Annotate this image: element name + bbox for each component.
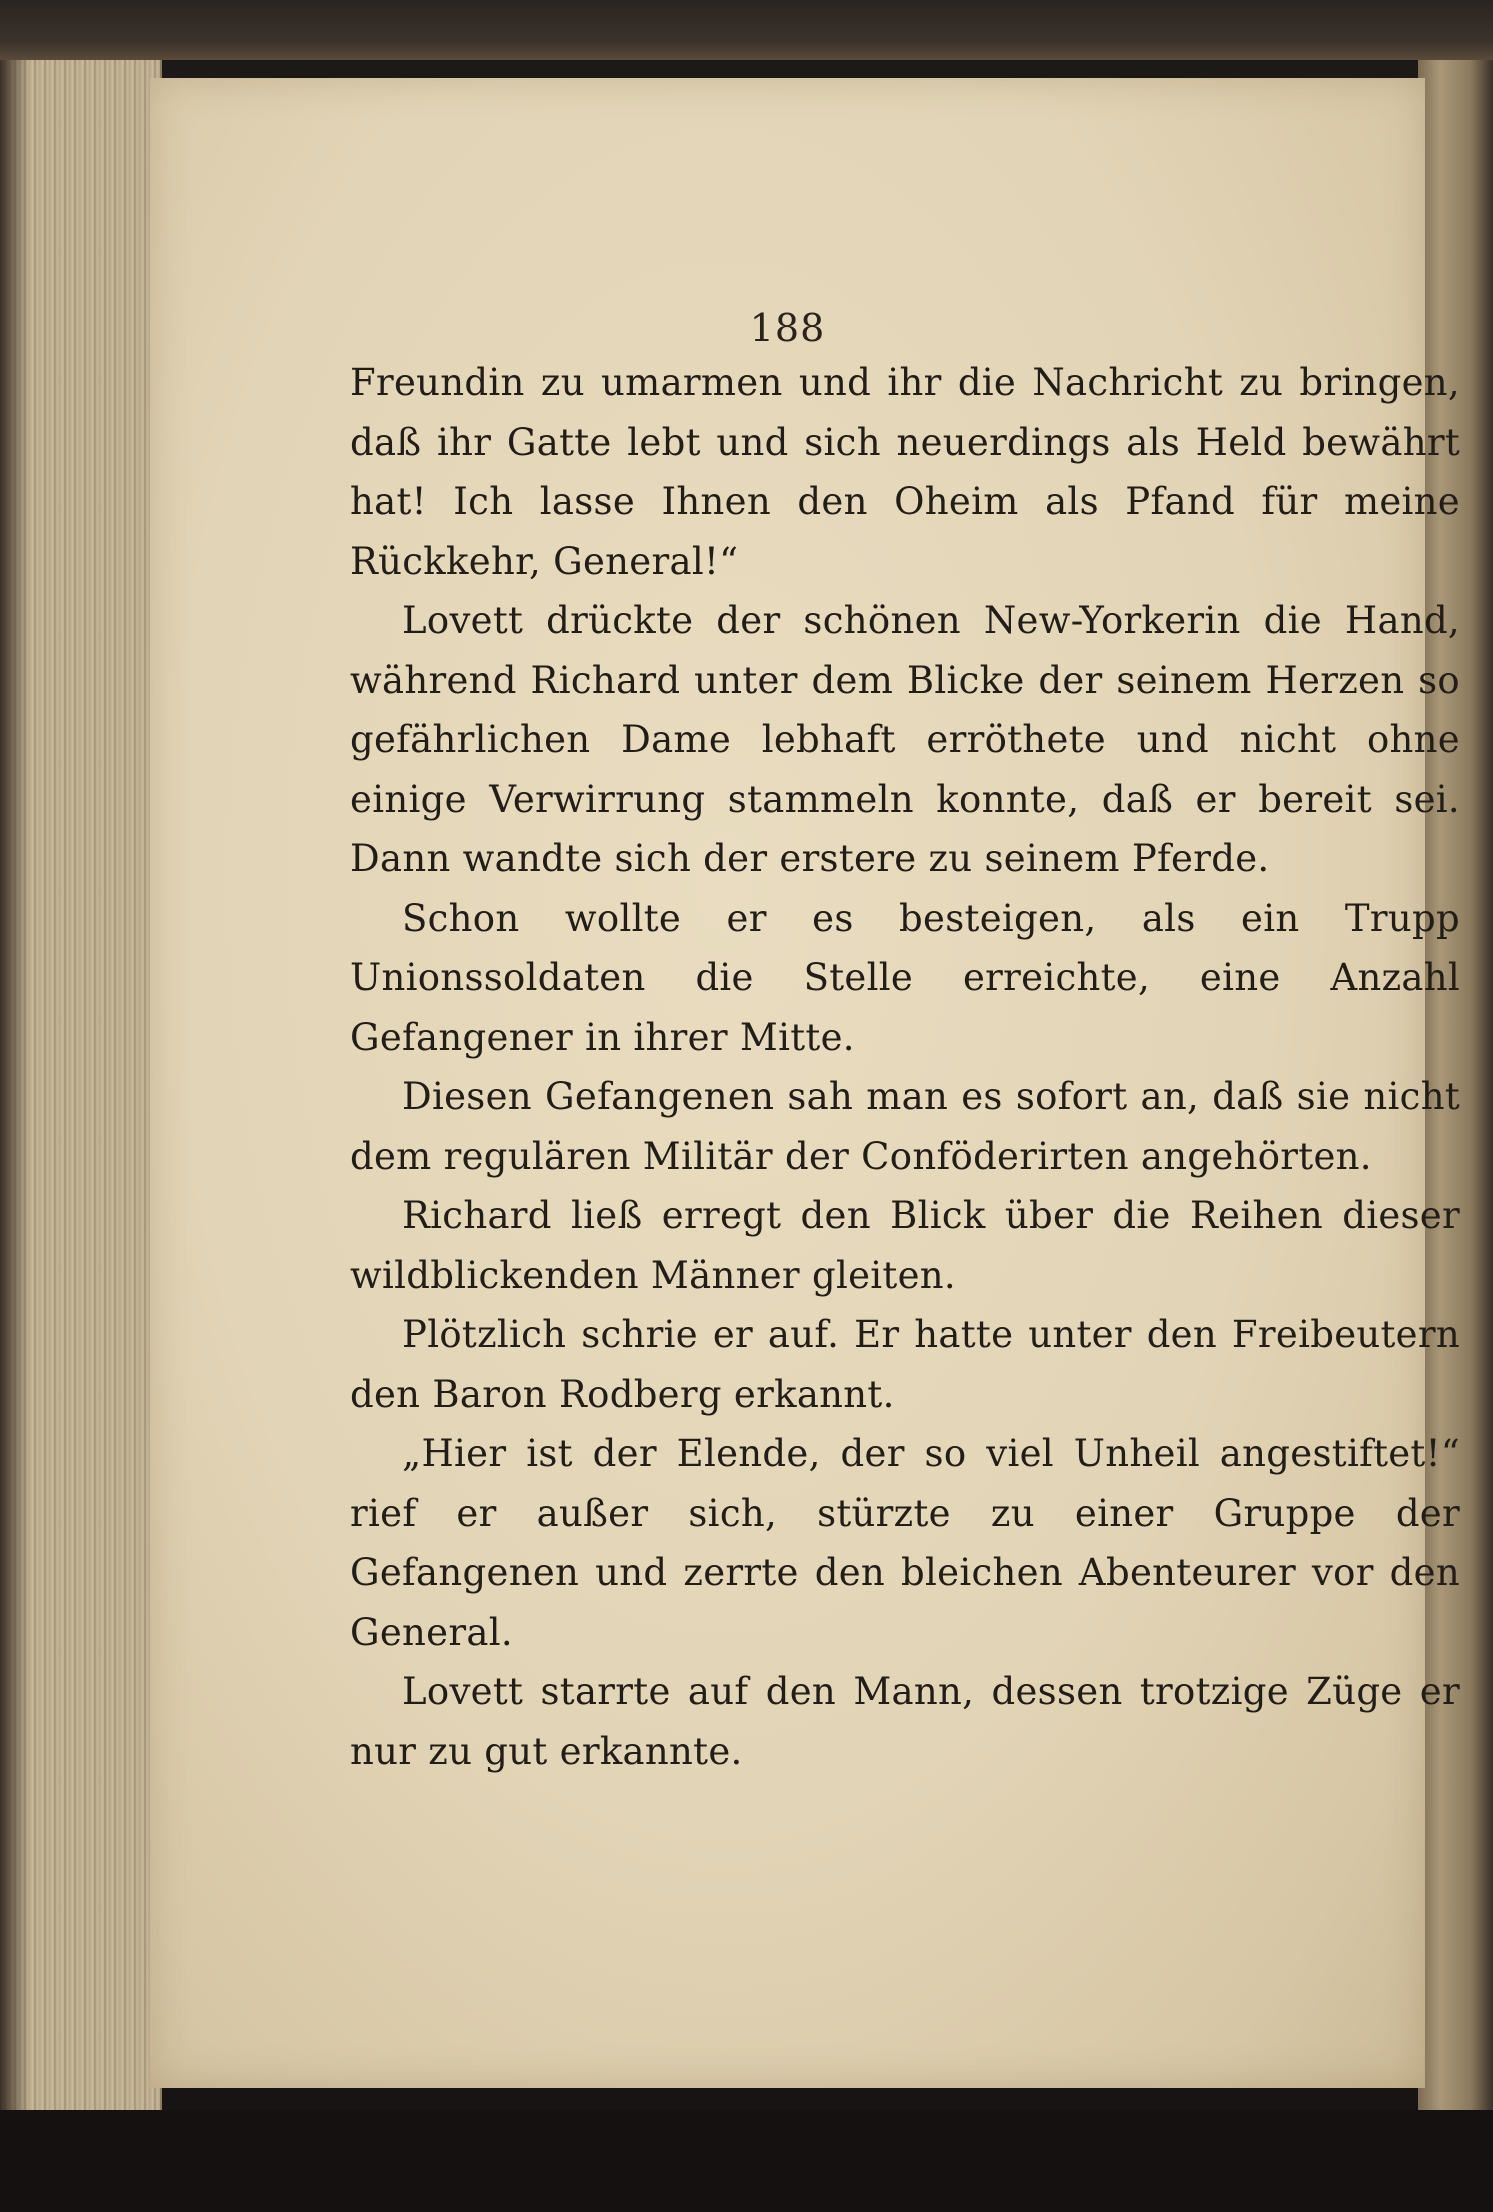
paragraph-2: Lovett drückte der schönen New-Yorkerin die Hand, während Richard unter dem Blicke der seinem Herzen so gefährlichen Dame lebhaft erröthete und nicht ohne einige Verwirrung stammeln konnte, daß er bereit sei. Dann wandte sich der erstere zu seinem Pferde.	[350, 599, 1460, 880]
paragraph-8: Lovett starrte auf den Mann, dessen trotzige Züge er nur zu gut erkannte.	[350, 1670, 1460, 1773]
page-number: 188	[749, 306, 826, 350]
page-stack-shadow	[0, 60, 30, 2110]
page-text	[350, 353, 1460, 1781]
book-binding-top	[0, 0, 1493, 60]
paragraph-5: Richard ließ erregt den Blick über die Reihen dieser wildblickenden Männer gleiten.	[350, 1194, 1460, 1297]
paragraph-4: Diesen Gefangenen sah man es sofort an, daß sie nicht dem regulären Militär der Conföderirten angehörten.	[350, 1075, 1460, 1178]
paragraph-7: „Hier ist der Elende, der so viel Unheil angestiftet!“ rief er außer sich, stürzte zu einer Gruppe der Gefangenen und zerrte den bleichen Abenteurer vor den General.	[350, 1432, 1460, 1654]
paragraph-1: Freundin zu umarmen und ihr die Nachricht zu bringen, daß ihr Gatte lebt und sich neuerdings als Held bewährt hat! Ich lasse Ihnen den Oheim als Pfand für meine Rückkehr, General!“	[350, 361, 1460, 583]
book-page	[150, 78, 1460, 2088]
paragraph-6: Plötzlich schrie er auf. Er hatte unter den Freibeutern den Baron Rodberg erkannt.	[350, 1313, 1460, 1416]
book-binding-bottom	[0, 2110, 1493, 2212]
paragraph-3: Schon wollte er es besteigen, als ein Trupp Unionssoldaten die Stelle erreichte, eine Anzahl Gefangener in ihrer Mitte.	[350, 896, 1460, 1059]
